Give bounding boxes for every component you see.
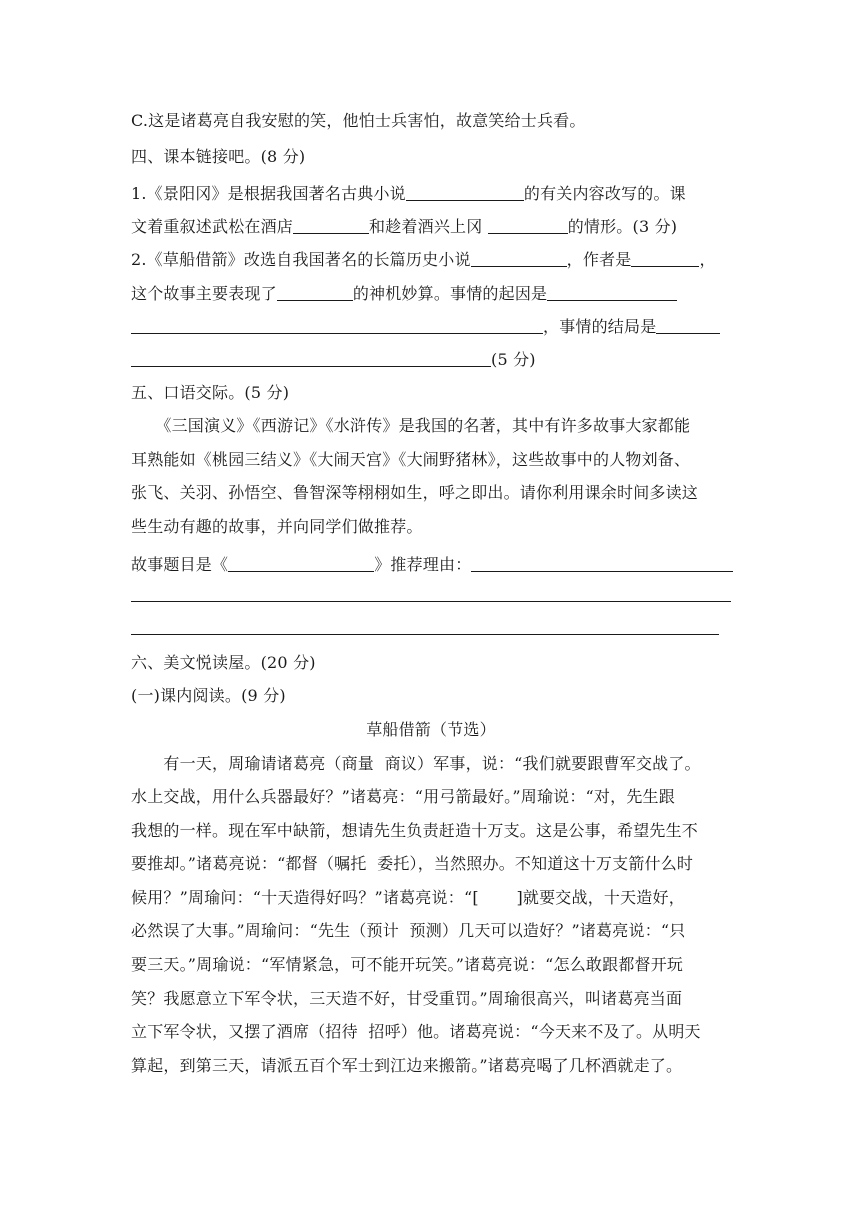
recommendation-line: 故事题目是《 》推荐理由： <box>131 553 731 575</box>
passage-line: 笑？我愿意立下军令状，三天造不好，甘受重罚。”周瑜很高兴，叫诸葛亮当面 <box>131 989 683 1008</box>
question-4-1-line-1: 1.《景阳冈》是根据我国著名古典小说 的有关内容改写的。课 <box>131 184 686 203</box>
question-4-2-line-4: (5 分) <box>131 348 731 370</box>
answer-blank[interactable] <box>277 284 353 301</box>
answer-blank[interactable] <box>547 284 677 301</box>
answer-blank[interactable] <box>131 317 543 334</box>
section-5-paragraph-line: 些生动有趣的故事，并向同学们做推荐。 <box>131 517 423 536</box>
section-5-paragraph-line: 耳熟能如《桃园三结义》《大闹天宫》《大闹野猪林》，这些故事中的人物刘备、 <box>131 450 691 469</box>
passage-title: 草船借箭（节选） <box>366 720 496 739</box>
question-4-1-line-2: 文着重叙述武松在酒店 和趁着酒兴上冈 的情形。(3 分) <box>131 217 678 236</box>
answer-blank[interactable] <box>656 317 720 334</box>
passage-line: 我想的一样。现在军中缺箭，想请先生负责赶造十万支。这是公事，希望先生不 <box>131 821 699 840</box>
reason-answer-line[interactable] <box>131 634 719 635</box>
passage-line: 立下军令状，又摆了酒席（招待 招呼）他。诸葛亮说：“今天来不及了。从明天 <box>131 1022 701 1041</box>
answer-blank[interactable] <box>406 184 524 201</box>
passage-line: 有一天，周瑜请诸葛亮（商量 商议）军事，说：“我们就要跟曹军交战了。 <box>131 754 701 773</box>
story-title-blank[interactable] <box>228 555 374 572</box>
answer-blank[interactable] <box>488 217 568 234</box>
question-4-2-line-3: ，事情的结局是 <box>131 315 731 337</box>
answer-blank[interactable] <box>631 250 699 267</box>
section-5-heading: 五、口语交际。(5 分) <box>131 383 290 402</box>
passage-line: 要推却。”诸葛亮说：“都督（嘱托 委托），当然照办。不知道这十万支箭什么时 <box>131 854 694 873</box>
answer-blank[interactable] <box>131 350 491 367</box>
section-6-heading: 六、美文悦读屋。(20 分) <box>131 653 316 672</box>
passage-line: 算起，到第三天，请派五百个军士到江边来搬箭。”诸葛亮喝了几杯酒就走了。 <box>131 1056 683 1075</box>
section-4-heading: 四、课本链接吧。(8 分) <box>131 147 306 166</box>
passage-line: 候用？”周瑜问：“十天造得好吗？”诸葛亮说：“[ ]就要交战，十天造好， <box>131 888 685 907</box>
section-5-paragraph-line: 《三国演义》《西游记》《水浒传》是我国的名著，其中有许多故事大家都能 <box>131 416 691 435</box>
passage-line: 水上交战，用什么兵器最好？”诸葛亮：“用弓箭最好。”周瑜说：“对，先生跟 <box>131 787 675 806</box>
question-4-2-line-1: 2.《草船借箭》改选自我国著名的长篇历史小说 ，作者是 ， <box>131 250 716 269</box>
section-5-paragraph-line: 张飞、关羽、孙悟空、鲁智深等栩栩如生，呼之即出。请你利用课余时间多读这 <box>131 483 699 502</box>
option-c-text: C.这是诸葛亮自我安慰的笑，他怕士兵害怕，故意笑给士兵看。 <box>131 111 586 130</box>
passage-line: 必然误了大事。”周瑜问：“先生（预计 预测）几天可以造好？”诸葛亮说：“只 <box>131 921 686 940</box>
reason-answer-line[interactable] <box>131 601 731 602</box>
answer-blank[interactable] <box>293 217 369 234</box>
reason-blank[interactable] <box>471 555 733 572</box>
question-4-2-line-2: 这个故事主要表现了 的神机妙算。事情的起因是 <box>131 282 731 304</box>
subsection-1-heading: (一)课内阅读。(9 分) <box>131 686 286 705</box>
passage-line: 要三天。”周瑜说：“军情紧急，可不能开玩笑。”诸葛亮说：“怎么敢跟都督开玩 <box>131 955 684 974</box>
answer-blank[interactable] <box>471 250 567 267</box>
